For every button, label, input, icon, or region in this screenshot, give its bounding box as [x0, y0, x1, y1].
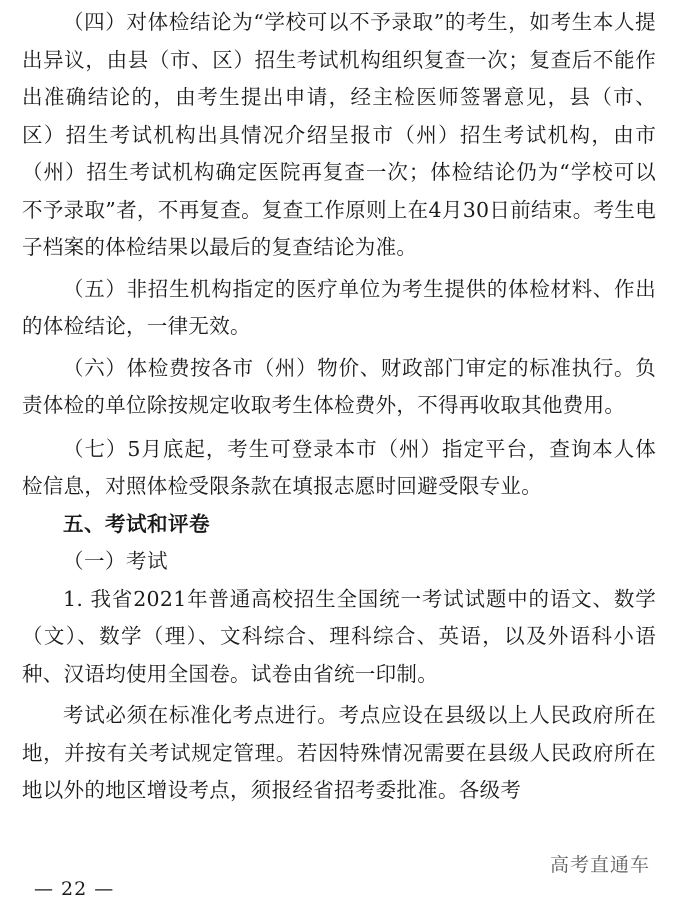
watermark-text: 高考直通车 — [549, 854, 650, 876]
paragraph-invalid-exam-results: （五）非招生机构指定的医疗单位为考生提供的体检材料、作出的体检结论，一律无效。 — [22, 276, 656, 338]
document-body — [22, 4, 656, 810]
paragraph-query-exam-info: （七）5月底起，考生可登录本市（州）指定平台，查询本人体检信息，对照体检受限条款在填报志愿时回避受限专业。 — [22, 436, 656, 498]
paragraph-national-exam-papers: 1. 我省2021年普通高校招生全国统一考试试题中的语文、数学（文）、数学（理）、文科综合、理科综合、英语，以及外语科小语种、汉语均使用全国卷。试卷由省统一印制。 — [22, 586, 656, 686]
page-number: — 22 — — [34, 878, 115, 900]
paragraph-physical-exam-review: （四）对体检结论为“学校可以不予录取”的考生，如考生本人提出异议，由县（市、区）招生考试机构组织复查一次；复查后不能作出准确结论的，由考生提出申请，经主检医师签署意见，县（市、区）招生考试机构出具情况介绍呈报市（州）招生考试机构，由市（州）招生考试机构确定医院再复查一次；体检结论仍为“学校可以不予录取”者，不再复查。复查工作原则上在4月30日前结束。考生电子档案的体检结果以最后的复查结论为准。 — [22, 10, 656, 259]
paragraph-exam-sites: 考试必须在标准化考点进行。考点应设在县级以上人民政府所在地，并按有关考试规定管理。若因特殊情况需要在县级人民政府所在地以外的地区增设考点，须报经省招考委批准。各级考 — [22, 703, 656, 802]
paragraph-exam-fee: （六）体检费按各市（州）物价、财政部门审定的标准执行。负责体检的单位除按规定收取考生体检费外，不得再收取其他费用。 — [22, 355, 656, 417]
section-heading-exam-and-grading: 五、考试和评卷 — [63, 511, 210, 536]
subsection-heading-exam: （一）考试 — [63, 549, 168, 573]
